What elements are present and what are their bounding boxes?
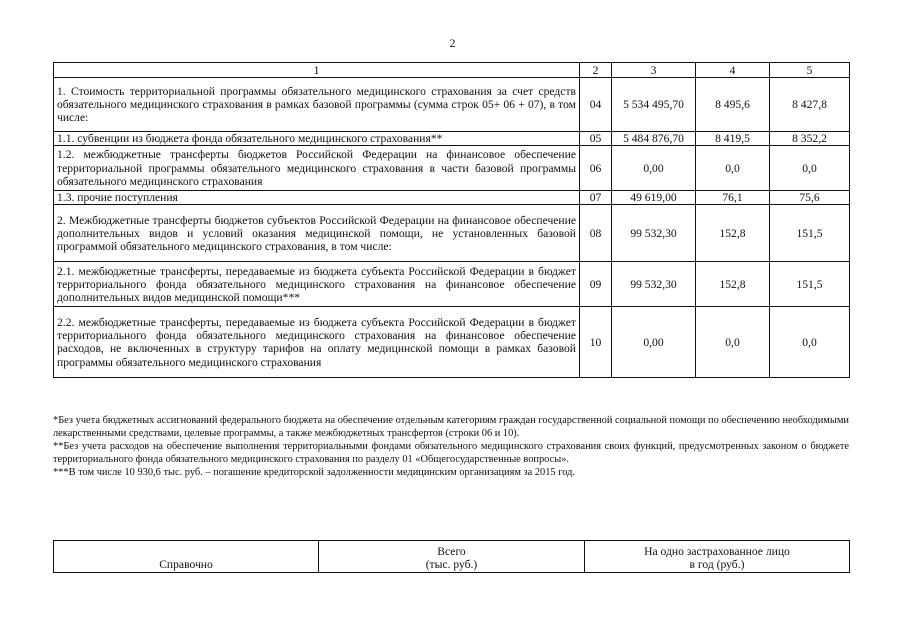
row-description: 1.1. субвенции из бюджета фонда обязательного медицинского страхования**: [54, 132, 580, 146]
row-value-per-capita: 152,8: [696, 205, 770, 262]
footnotes: [53, 414, 849, 479]
row-description: 1.2. межбюджетные трансферты бюджетов Российской Федерации на финансовое обеспечение территориальной программы обязательного медицинского страхования в части базовой программы обязательного медицинского страхования: [54, 146, 580, 191]
table-row: [54, 146, 850, 191]
row-value-per-insured: 0,0: [770, 146, 850, 191]
row-description: 2.2. межбюджетные трансферты, передаваемые из бюджета субъекта Российской Федерации в бюджет территориального фонда обязательного медицинского страхования на финансовое обеспечение расходов, не включенных в структуру тарифов на оплату медицинской помощи в рамках базовой программы обязательного медицинского страхования: [54, 307, 580, 378]
reference-total-line2: (тыс. руб.): [425, 558, 478, 571]
row-value-total: 49 619,00: [612, 191, 696, 205]
table-row: [54, 78, 850, 132]
row-value-total: 99 532,30: [612, 262, 696, 307]
row-value-total: 5 484 876,70: [612, 132, 696, 146]
row-code: 10: [580, 307, 612, 378]
row-code: 06: [580, 146, 612, 191]
row-value-per-capita: 0,0: [696, 307, 770, 378]
table-row: [54, 205, 850, 262]
row-value-total: 5 534 495,70: [612, 78, 696, 132]
column-header: 2: [580, 63, 612, 78]
row-value-per-insured: 151,5: [770, 205, 850, 262]
column-header: 4: [696, 63, 770, 78]
row-value-per-insured: 151,5: [770, 262, 850, 307]
footnote-3: ***В том числе 10 930,6 тыс. руб. – погашение кредиторской задолженности медицинским организациям за 2015 год.: [53, 467, 575, 478]
row-code: 05: [580, 132, 612, 146]
row-value-per-capita: 8 419,5: [696, 132, 770, 146]
table-header-row: [54, 63, 850, 78]
row-code: 09: [580, 262, 612, 307]
reference-total-header: [319, 541, 585, 573]
reference-per-person-line2: в год (руб.): [689, 558, 745, 571]
row-value-per-insured: 0,0: [770, 307, 850, 378]
row-description: 2. Межбюджетные трансферты бюджетов субъектов Российской Федерации на финансовое обеспечение дополнительных видов и условий оказания медицинской помощи, не установленных базовой программой обязательного медицинского страхования, в том числе:: [54, 205, 580, 262]
column-header: 5: [770, 63, 850, 78]
row-description: 1. Стоимость территориальной программы обязательного медицинского страхования за счет средств обязательного медицинского страхования в рамках базовой программы (сумма строк 05+ 06 + 07), в том числе:: [54, 78, 580, 132]
row-value-per-capita: 8 495,6: [696, 78, 770, 132]
row-value-per-insured: 8 427,8: [770, 78, 850, 132]
column-header: 1: [54, 63, 580, 78]
table-row: [54, 132, 850, 146]
row-value-total: 99 532,30: [612, 205, 696, 262]
table-row: [54, 262, 850, 307]
reference-per-person-line1: На одно застрахованное лицо: [644, 545, 790, 558]
row-value-per-insured: 75,6: [770, 191, 850, 205]
row-value-total: 0,00: [612, 307, 696, 378]
row-code: 07: [580, 191, 612, 205]
reference-total-line1: Всего: [437, 545, 466, 558]
row-code: 08: [580, 205, 612, 262]
row-value-per-capita: 152,8: [696, 262, 770, 307]
row-value-per-insured: 8 352,2: [770, 132, 850, 146]
financing-table: [53, 62, 850, 378]
reference-header-row: [54, 541, 850, 573]
row-description: 1.3. прочие поступления: [54, 191, 580, 205]
row-value-per-capita: 76,1: [696, 191, 770, 205]
reference-table: [53, 540, 850, 573]
reference-label: Справочно: [54, 541, 319, 573]
table-row: [54, 191, 850, 205]
table-row: [54, 307, 850, 378]
row-code: 04: [580, 78, 612, 132]
page-number: 2: [449, 36, 456, 50]
footnote-2: **Без учета расходов на обеспечение выполнения территориальными фондами обязательного медицинского страхования своих функций, предусмотренных законом о бюджете территориального фонда обязательного медицинского страхования по разделу 01 «Общегосударственные вопросы».: [53, 441, 849, 465]
reference-per-person-header: [585, 541, 850, 573]
footnote-1: *Без учета бюджетных ассигнований федерального бюджета на обеспечение отдельным категориям граждан государственной социальной помощи по обеспечению необходимыми лекарственными средствами, целевые программы, а также межбюджетных трансфертов (строки 06 и 10).: [53, 415, 849, 439]
row-value-per-capita: 0,0: [696, 146, 770, 191]
column-header: 3: [612, 63, 696, 78]
row-value-total: 0,00: [612, 146, 696, 191]
row-description: 2.1. межбюджетные трансферты, передаваемые из бюджета субъекта Российской Федерации в бюджет территориального фонда обязательного медицинского страхования на финансовое обеспечение дополнительных видов медицинской помощи***: [54, 262, 580, 307]
